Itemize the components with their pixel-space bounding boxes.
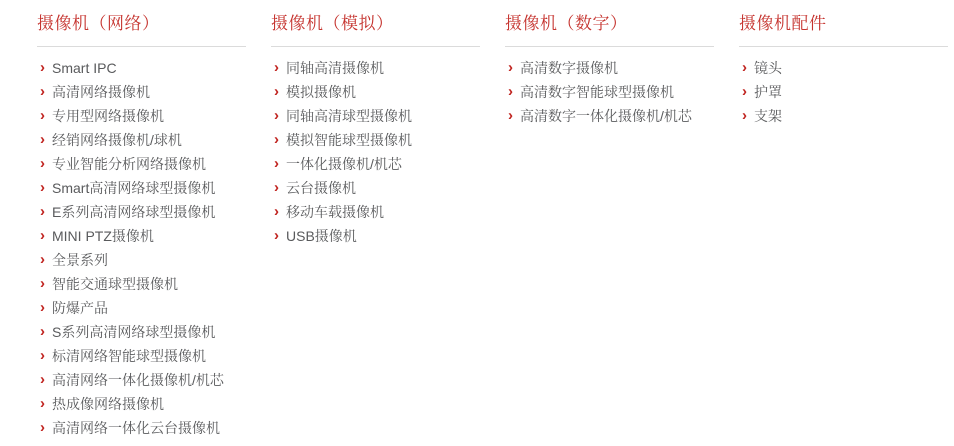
category-link[interactable]: 专用型网络摄像机 <box>52 108 164 124</box>
category-link[interactable]: 智能交通球型摄像机 <box>52 276 178 292</box>
chevron-right-icon: › <box>274 179 279 196</box>
list-item[interactable] <box>37 80 271 104</box>
list-item[interactable] <box>271 128 505 152</box>
chevron-right-icon: › <box>274 131 279 148</box>
category-link[interactable]: 镜头 <box>754 60 782 76</box>
category-link[interactable]: E系列高清网络球型摄像机 <box>52 204 216 220</box>
list-item[interactable] <box>37 224 271 248</box>
chevron-right-icon: › <box>40 347 45 364</box>
category-link[interactable]: 同轴高清球型摄像机 <box>286 108 412 124</box>
category-link[interactable]: 防爆产品 <box>52 300 108 316</box>
list-item[interactable] <box>37 320 271 344</box>
list-item[interactable] <box>37 176 271 200</box>
chevron-right-icon: › <box>40 299 45 316</box>
list-item[interactable] <box>37 128 271 152</box>
category-link[interactable]: 高清数字一体化摄像机/机芯 <box>520 108 692 124</box>
category-link[interactable]: 高清数字智能球型摄像机 <box>520 84 674 100</box>
divider <box>37 46 246 47</box>
category-link[interactable]: 标清网络智能球型摄像机 <box>52 348 206 364</box>
chevron-right-icon: › <box>40 227 45 244</box>
category-link[interactable]: 高清网络一体化摄像机/机芯 <box>52 372 224 388</box>
chevron-right-icon: › <box>40 395 45 412</box>
chevron-right-icon: › <box>274 155 279 172</box>
chevron-right-icon: › <box>508 83 513 100</box>
list-item[interactable] <box>37 272 271 296</box>
category-link[interactable]: USB摄像机 <box>286 228 357 244</box>
category-link[interactable]: 护罩 <box>754 84 782 100</box>
category-link[interactable]: 专业智能分析网络摄像机 <box>52 156 206 172</box>
divider <box>271 46 480 47</box>
category-link[interactable]: 热成像网络摄像机 <box>52 396 164 412</box>
chevron-right-icon: › <box>40 323 45 340</box>
list-item[interactable] <box>271 200 505 224</box>
category-list-network <box>37 56 271 440</box>
list-item[interactable] <box>37 200 271 224</box>
chevron-right-icon: › <box>40 179 45 196</box>
category-link[interactable]: 经销网络摄像机/球机 <box>52 132 182 148</box>
list-item[interactable] <box>505 80 739 104</box>
category-link[interactable]: S系列高清网络球型摄像机 <box>52 324 216 340</box>
category-title-analog[interactable]: 摄像机（模拟） <box>271 14 394 33</box>
chevron-right-icon: › <box>274 59 279 76</box>
list-item[interactable] <box>739 80 952 104</box>
category-link[interactable]: 全景系列 <box>52 252 108 268</box>
list-item[interactable] <box>37 416 271 440</box>
list-item[interactable] <box>271 80 505 104</box>
list-item[interactable] <box>37 104 271 128</box>
chevron-right-icon: › <box>40 203 45 220</box>
list-item[interactable] <box>271 104 505 128</box>
category-link[interactable]: 移动车载摄像机 <box>286 204 384 220</box>
category-link[interactable]: 支架 <box>754 108 782 124</box>
category-link[interactable]: 高清网络摄像机 <box>52 84 150 100</box>
chevron-right-icon: › <box>40 131 45 148</box>
category-link[interactable]: 一体化摄像机/机芯 <box>286 156 402 172</box>
chevron-right-icon: › <box>40 83 45 100</box>
chevron-right-icon: › <box>40 419 45 436</box>
list-item[interactable] <box>739 104 952 128</box>
divider <box>739 46 948 47</box>
list-item[interactable] <box>271 224 505 248</box>
list-item[interactable] <box>271 152 505 176</box>
category-column-analog <box>271 13 505 440</box>
category-column-digital <box>505 13 739 440</box>
chevron-right-icon: › <box>274 203 279 220</box>
category-link[interactable]: 高清网络一体化云台摄像机 <box>52 420 220 436</box>
category-title-network[interactable]: 摄像机（网络） <box>37 14 160 33</box>
chevron-right-icon: › <box>40 59 45 76</box>
divider <box>505 46 714 47</box>
chevron-right-icon: › <box>40 275 45 292</box>
chevron-right-icon: › <box>274 107 279 124</box>
category-link[interactable]: Smart高清网络球型摄像机 <box>52 180 216 196</box>
chevron-right-icon: › <box>40 371 45 388</box>
list-item[interactable] <box>505 56 739 80</box>
category-link[interactable]: 云台摄像机 <box>286 180 356 196</box>
category-title-digital[interactable]: 摄像机（数字） <box>505 14 628 33</box>
list-item[interactable] <box>505 104 739 128</box>
list-item[interactable] <box>37 248 271 272</box>
category-link[interactable]: MINI PTZ摄像机 <box>52 228 154 244</box>
category-list-accessories <box>739 56 952 128</box>
chevron-right-icon: › <box>274 227 279 244</box>
category-list-analog <box>271 56 505 248</box>
list-item[interactable] <box>37 152 271 176</box>
list-item[interactable] <box>37 368 271 392</box>
category-list-digital <box>505 56 739 128</box>
category-link[interactable]: 高清数字摄像机 <box>520 60 618 76</box>
chevron-right-icon: › <box>742 107 747 124</box>
chevron-right-icon: › <box>742 59 747 76</box>
list-item[interactable] <box>271 56 505 80</box>
list-item[interactable] <box>37 296 271 320</box>
category-link[interactable]: 同轴高清摄像机 <box>286 60 384 76</box>
list-item[interactable] <box>37 392 271 416</box>
category-column-accessories <box>739 13 952 440</box>
chevron-right-icon: › <box>40 107 45 124</box>
category-title-accessories[interactable]: 摄像机配件 <box>739 14 827 33</box>
chevron-right-icon: › <box>508 107 513 124</box>
category-link[interactable]: 模拟智能球型摄像机 <box>286 132 412 148</box>
list-item[interactable] <box>271 176 505 200</box>
list-item[interactable] <box>37 56 271 80</box>
chevron-right-icon: › <box>40 251 45 268</box>
chevron-right-icon: › <box>274 83 279 100</box>
chevron-right-icon: › <box>40 155 45 172</box>
chevron-right-icon: › <box>508 59 513 76</box>
category-link[interactable]: Smart IPC <box>52 60 117 76</box>
chevron-right-icon: › <box>742 83 747 100</box>
category-link[interactable]: 模拟摄像机 <box>286 84 356 100</box>
list-item[interactable] <box>37 344 271 368</box>
list-item[interactable] <box>739 56 952 80</box>
category-column-network <box>37 13 271 440</box>
